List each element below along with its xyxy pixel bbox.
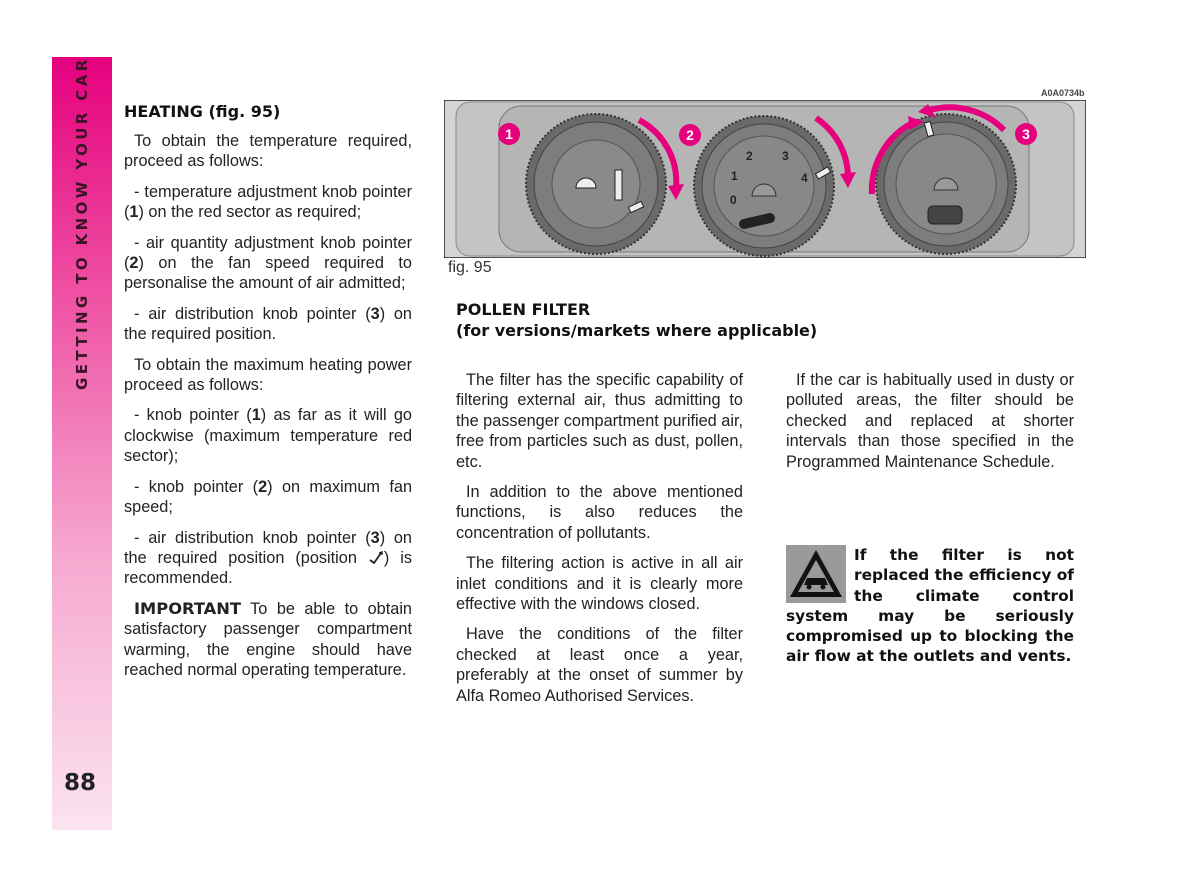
fan-speed-3: 3	[782, 149, 789, 163]
max-heating-intro: To obtain the maximum heating power proceed as follows:	[124, 355, 412, 395]
fan-speed-2: 2	[746, 149, 753, 163]
pollen-column-1	[456, 370, 743, 716]
heating-heading: HEATING (fig. 95)	[124, 102, 281, 121]
temperature-knob	[526, 114, 666, 254]
max-heating-step-1: - knob pointer (1) as far as it will go clockwise (maximum temperature red sector);	[124, 406, 412, 466]
heating-step-2: - air quantity adjustment knob pointer (2) on the fan speed required to personalise the amount of air admitted;	[124, 233, 412, 293]
pollen-column-2	[786, 370, 1074, 482]
climate-knobs-figure	[444, 100, 1086, 258]
fan-speed-0: 0	[730, 193, 737, 207]
pollen-filter-heading: POLLEN FILTER (for versions/markets where applicable)	[456, 300, 818, 340]
heating-step-1: - temperature adjustment knob pointer (1) on the red sector as required;	[124, 182, 412, 222]
heating-step-3: - air distribution knob pointer (3) on the required position.	[124, 304, 412, 344]
important-note: IMPORTANT To be able to obtain satisfactory passenger compartment warming, the engine should have reached normal operating temperature.	[124, 598, 412, 679]
warning-note: If the filter is not replaced the efficiency of the climate control system may be seriously compromised up to blocking the air flow at the outlets and vents.	[786, 546, 1074, 666]
callout-3: 3	[1022, 126, 1030, 142]
heating-intro: To obtain the temperature required, proceed as follows:	[124, 132, 412, 171]
floor-vent-icon	[368, 551, 384, 565]
callout-2: 2	[686, 127, 694, 143]
pollen-p3: The filtering action is active in all air inlet conditions and it is clearly more effective with the windows closed.	[456, 554, 743, 614]
warning-car-icon	[786, 545, 846, 603]
page-number: 88	[64, 770, 97, 796]
chapter-title: GETTING TO KNOW YOUR CAR	[73, 56, 91, 390]
pollen-p4: Have the conditions of the filter checked at least once a year, preferably at the onset of summer by Alfa Romeo Authorised Services.	[456, 625, 743, 705]
callout-1: 1	[505, 126, 513, 142]
fan-speed-1: 1	[731, 169, 738, 183]
figure-code: A0A0734b	[1041, 88, 1085, 98]
fan-speed-4: 4	[801, 171, 808, 185]
figure-caption: fig. 95	[448, 259, 492, 276]
pollen-p1: The filter has the specific capability of filtering external air, thus admitting to the passenger compartment purified air, free from particles such as dust, pollen, etc.	[456, 371, 743, 471]
fan-speed-knob	[694, 116, 834, 256]
max-heating-step-3: - air distribution knob pointer (3) on the required position (position ) is recommended.	[124, 528, 412, 588]
max-heating-step-2: - knob pointer (2) on maximum fan speed;	[124, 477, 412, 517]
pollen-p5: If the car is habitually used in dusty or polluted areas, the filter should be checked and replaced at shorter intervals than those specified in the Programmed Maintenance Schedule.	[786, 371, 1074, 471]
pollen-p2: In addition to the above mentioned functions, is also reduces the concentration of pollutants.	[456, 483, 743, 542]
heating-column	[124, 102, 412, 690]
